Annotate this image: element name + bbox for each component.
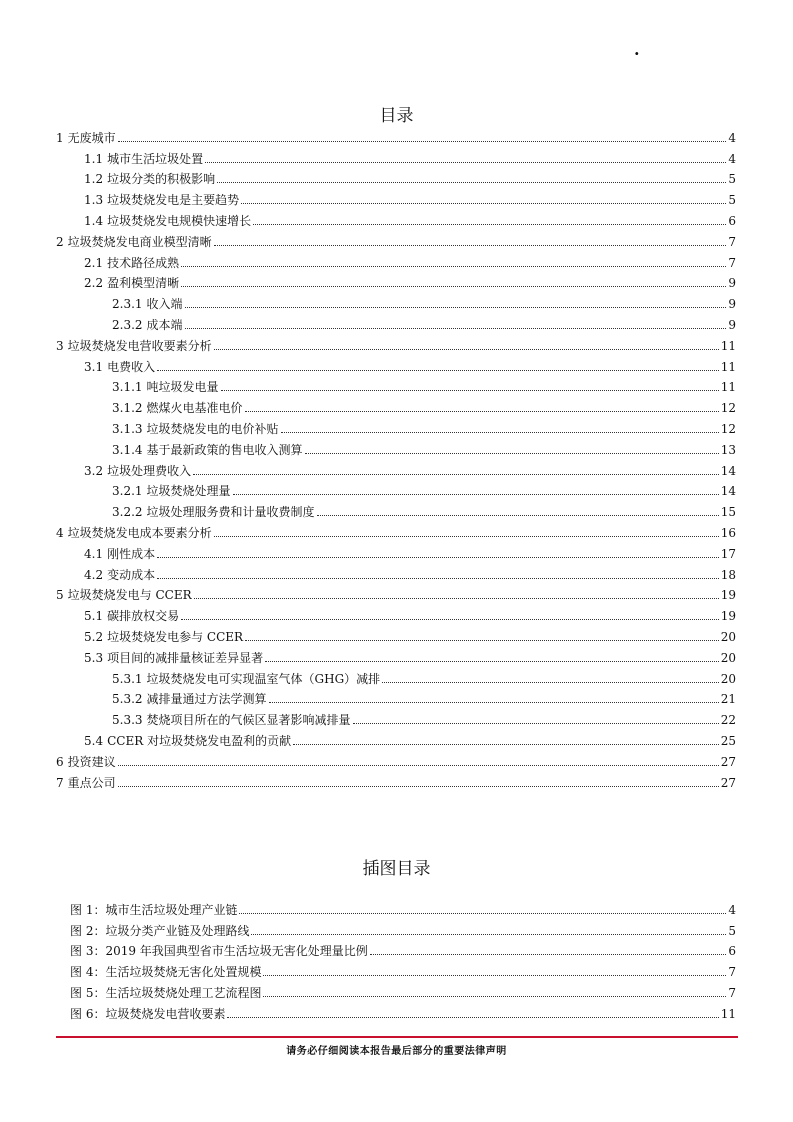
figure-entry-page: 7 (728, 985, 736, 1000)
toc-entry-page: 11 (720, 359, 736, 374)
toc-entry-title: 盈利模型清晰 (107, 276, 180, 291)
toc-entry-title: 垃圾分类的积极影响 (107, 172, 216, 187)
toc-entry-page: 7 (728, 255, 736, 270)
toc-entry-title: 碳排放权交易 (107, 609, 180, 624)
toc-entry-title: 投资建议 (67, 754, 116, 769)
toc-entry-title: 垃圾焚烧发电是主要趋势 (107, 193, 240, 208)
toc-entry[interactable] (56, 270, 736, 291)
toc-entry-label (84, 172, 215, 186)
toc-entry-label (84, 214, 251, 228)
toc-entry[interactable] (56, 665, 736, 686)
toc-entry-title: 项目间的减排量核证差异显著 (107, 650, 264, 665)
toc-entry-number: 5.2 (84, 629, 104, 644)
dot-leader (233, 494, 719, 495)
toc-entry-page: 12 (720, 421, 736, 436)
toc-entry[interactable] (56, 498, 736, 519)
toc-entry-page: 4 (728, 151, 736, 166)
toc-entry-label (56, 588, 192, 602)
figure-entry[interactable] (70, 896, 736, 917)
toc-entry-number: 2.3.2 (112, 317, 143, 332)
toc-entry-label (112, 401, 243, 415)
dot-leader (181, 619, 719, 620)
dot-leader (118, 765, 719, 766)
toc-entry-page: 9 (728, 276, 736, 291)
dot-leader (193, 474, 719, 475)
toc-entry[interactable] (56, 686, 736, 707)
toc-entry-page: 14 (720, 463, 736, 478)
toc-entry[interactable] (56, 457, 736, 478)
toc-entry-page: 5 (728, 172, 736, 187)
dot-leader (370, 954, 727, 955)
figure-entry-label: 图 4：生活垃圾焚烧无害化处置规模 (70, 965, 262, 980)
toc-entry-title: 基于最新政策的售电收入测算 (146, 442, 303, 457)
toc-entry[interactable] (56, 561, 736, 582)
toc-entry[interactable] (56, 186, 736, 207)
toc-entry-label (84, 734, 291, 748)
dot-leader (157, 370, 719, 371)
toc-entry-title: 燃煤火电基准电价 (146, 401, 243, 416)
dot-leader (269, 702, 719, 703)
toc-entry-page: 25 (720, 733, 736, 748)
figure-entry[interactable] (70, 1000, 736, 1021)
toc-entry-page: 11 (720, 338, 736, 353)
toc-entry-label (112, 380, 219, 394)
toc-entry-page: 20 (720, 671, 736, 686)
toc-entry-label (112, 422, 279, 436)
toc-entry-page: 20 (720, 650, 736, 665)
toc-entry-page: 12 (720, 401, 736, 416)
toc-entry-number: 3.2.1 (112, 484, 143, 499)
dot-leader (281, 432, 719, 433)
figure-entry[interactable] (70, 917, 736, 938)
toc-entry-number: 3.2.2 (112, 505, 143, 520)
figure-entry[interactable] (70, 979, 736, 1000)
dot-leader (194, 598, 719, 599)
toc-entry-label (84, 630, 243, 644)
top-dot-mark: · (634, 44, 640, 63)
toc-entry-number: 1.2 (84, 172, 104, 187)
toc-entry[interactable] (56, 124, 736, 145)
toc-entry-number: 1 (56, 130, 64, 145)
toc-entry[interactable] (56, 249, 736, 270)
toc-entry-page: 5 (728, 193, 736, 208)
dot-leader (239, 913, 726, 914)
toc-entry-page: 16 (720, 525, 736, 540)
toc-entry-label (84, 651, 263, 665)
dot-leader (227, 1017, 718, 1018)
dot-leader (317, 515, 719, 516)
toc-entry-number: 3.1.2 (112, 401, 143, 416)
toc-entry-number: 3 (56, 338, 64, 353)
figure-entry-page: 11 (720, 1006, 736, 1021)
dot-leader (245, 640, 719, 641)
toc-entry-label (56, 755, 116, 769)
toc-entry-label (84, 256, 179, 270)
figure-entry-label: 图 2：垃圾分类产业链及处理路线 (70, 923, 250, 938)
toc-entry-number: 3.1 (84, 359, 104, 374)
toc-entry[interactable] (56, 415, 736, 436)
dot-leader (214, 536, 719, 537)
dot-leader (214, 349, 719, 350)
dot-leader (157, 578, 719, 579)
toc-entry-number: 1.3 (84, 193, 104, 208)
toc-entry-number: 1.1 (84, 151, 104, 166)
dot-leader (251, 934, 726, 935)
toc-entry[interactable] (56, 394, 736, 415)
figure-entry[interactable] (70, 958, 736, 979)
dot-leader (185, 307, 727, 308)
toc-entry-title: 吨垃圾发电量 (146, 380, 219, 395)
toc-entry-title: 减排量通过方法学测算 (146, 692, 267, 707)
toc-entry-label (56, 526, 212, 540)
toc-entry-page: 6 (728, 213, 736, 228)
toc-entry-title: CCER 对垃圾焚烧发电盈利的贡献 (107, 733, 292, 748)
toc-entry-title: 变动成本 (107, 567, 156, 582)
toc-entry-label (56, 131, 116, 145)
toc-entry[interactable] (56, 228, 736, 249)
toc-entry-title: 垃圾焚烧发电参与 CCER (107, 629, 244, 644)
toc-entry-number: 2 (56, 234, 64, 249)
toc-entry-page: 9 (728, 297, 736, 312)
toc-entry-label (112, 297, 183, 311)
figure-entry-page: 5 (728, 923, 736, 938)
toc-entry-title: 成本端 (146, 317, 183, 332)
dot-leader (353, 723, 719, 724)
figure-entry-page: 4 (728, 902, 736, 917)
dot-leader (305, 453, 719, 454)
toc-entry-title: 重点公司 (67, 775, 116, 790)
toc-entry-label (84, 193, 239, 207)
figure-entry[interactable] (70, 938, 736, 959)
toc-entry[interactable] (56, 623, 736, 644)
toc-entry-page: 20 (720, 629, 736, 644)
toc-entry-label (112, 713, 351, 727)
toc-entry-title: 垃圾焚烧发电商业模型清晰 (67, 234, 212, 249)
toc-entry-title: 垃圾焚烧发电与 CCER (67, 588, 192, 603)
dot-leader (157, 557, 719, 558)
toc-entry-title: 垃圾处理费收入 (107, 463, 192, 478)
toc-entry-number: 2.2 (84, 276, 104, 291)
figure-entry-page: 6 (728, 944, 736, 959)
figure-entry-label: 图 5：生活垃圾焚烧处理工艺流程图 (70, 985, 262, 1000)
dot-leader (263, 975, 726, 976)
dot-leader (205, 162, 726, 163)
toc-entry-number: 3.2 (84, 463, 104, 478)
toc-entry-label (56, 235, 212, 249)
toc-entry-number: 5.3.2 (112, 692, 143, 707)
figure-list (70, 896, 736, 1021)
toc-entry-page: 14 (720, 484, 736, 499)
toc-entry-label (84, 547, 155, 561)
toc-entry-page: 9 (728, 317, 736, 332)
toc-entry-page: 4 (728, 130, 736, 145)
dot-leader (263, 996, 726, 997)
dot-leader (181, 286, 726, 287)
figure-list-title: 插图目录 (362, 859, 431, 879)
toc-entry-label (112, 505, 315, 519)
toc-entry-page: 7 (728, 234, 736, 249)
table-of-contents (56, 124, 736, 790)
figure-entry-label: 图 6：垃圾焚烧发电营收要素 (70, 1006, 226, 1021)
toc-entry-number: 4.2 (84, 567, 104, 582)
toc-entry[interactable] (56, 727, 736, 748)
toc-entry-label (112, 318, 183, 332)
toc-entry-number: 5.1 (84, 609, 104, 624)
dot-leader (293, 744, 719, 745)
toc-entry-title: 垃圾焚烧发电的电价补贴 (146, 421, 279, 436)
toc-entry-number: 6 (56, 754, 64, 769)
toc-entry-title: 垃圾焚烧发电可实现温室气体（GHG）减排 (146, 671, 381, 686)
toc-entry-page: 11 (720, 380, 736, 395)
toc-entry-title: 垃圾焚烧发电规模快速增长 (107, 213, 252, 228)
toc-entry-number: 1.4 (84, 213, 104, 228)
toc-entry-label (112, 443, 303, 457)
figure-entry-page: 7 (728, 965, 736, 980)
toc-entry-number: 5.4 (84, 733, 104, 748)
toc-entry-label (84, 276, 179, 290)
toc-entry-page: 19 (720, 609, 736, 624)
toc-entry-number: 5.3.3 (112, 713, 143, 728)
toc-entry-number: 5 (56, 588, 64, 603)
toc-entry-label (112, 672, 380, 686)
dot-leader (241, 203, 726, 204)
dot-leader (118, 786, 719, 787)
toc-entry-title: 城市生活垃圾处置 (107, 151, 204, 166)
toc-entry-label (84, 152, 203, 166)
toc-entry-label (84, 568, 155, 582)
toc-entry-title: 垃圾焚烧处理量 (146, 484, 231, 499)
dot-leader (253, 224, 726, 225)
footer-disclaimer: 请务必仔细阅读本报告最后部分的重要法律声明 (286, 1046, 507, 1057)
dot-leader (217, 182, 726, 183)
toc-entry-title: 垃圾焚烧发电营收要素分析 (67, 338, 212, 353)
toc-entry-title: 垃圾处理服务费和计量收费制度 (146, 505, 315, 520)
figure-entry-label: 图 3：2019 年我国典型省市生活垃圾无害化处理量比例 (70, 944, 368, 959)
toc-entry[interactable] (56, 519, 736, 540)
toc-entry-page: 18 (720, 567, 736, 582)
toc-entry-page: 22 (720, 713, 736, 728)
footer-rule (56, 1036, 738, 1038)
toc-entry[interactable] (56, 706, 736, 727)
toc-entry[interactable] (56, 540, 736, 561)
toc-entry-page: 27 (720, 775, 736, 790)
toc-entry-label (56, 339, 212, 353)
toc-entry-title: 刚性成本 (107, 546, 156, 561)
figure-entry-label: 图 1：城市生活垃圾处理产业链 (70, 902, 238, 917)
toc-entry-label (112, 692, 267, 706)
toc-entry-label (56, 776, 116, 790)
toc-entry[interactable] (56, 436, 736, 457)
toc-entry-label (112, 484, 231, 498)
toc-entry-title: 垃圾焚烧发电成本要素分析 (67, 525, 212, 540)
toc-entry-number: 2.3.1 (112, 297, 143, 312)
toc-entry-title: 技术路径成熟 (107, 255, 180, 270)
toc-entry-label (84, 609, 179, 623)
toc-entry-number: 3.1.3 (112, 421, 143, 436)
toc-entry-number: 4.1 (84, 546, 104, 561)
toc-entry[interactable] (56, 644, 736, 665)
dot-leader (185, 328, 727, 329)
toc-entry[interactable] (56, 311, 736, 332)
toc-entry-title: 焚烧项目所在的气候区显著影响减排量 (146, 713, 351, 728)
toc-entry[interactable] (56, 602, 736, 623)
dot-leader (245, 411, 719, 412)
toc-entry-number: 4 (56, 525, 64, 540)
toc-entry-page: 27 (720, 754, 736, 769)
toc-entry-number: 5.3.1 (112, 671, 143, 686)
toc-entry[interactable] (56, 769, 736, 790)
dot-leader (214, 245, 727, 246)
toc-entry-page: 21 (720, 692, 736, 707)
toc-entry-title: 收入端 (146, 297, 183, 312)
toc-entry[interactable] (56, 353, 736, 374)
toc-entry-number: 2.1 (84, 255, 104, 270)
toc-entry-label (84, 360, 155, 374)
toc-entry[interactable] (56, 332, 736, 353)
toc-entry[interactable] (56, 478, 736, 499)
toc-entry[interactable] (56, 374, 736, 395)
toc-entry-page: 19 (720, 588, 736, 603)
dot-leader (265, 661, 719, 662)
toc-title: 目录 (379, 106, 414, 126)
toc-entry[interactable] (56, 748, 736, 769)
toc-entry-number: 3.1.4 (112, 442, 143, 457)
toc-entry-title: 无废城市 (67, 130, 116, 145)
dot-leader (181, 266, 726, 267)
toc-entry-page: 13 (720, 442, 736, 457)
toc-entry-number: 5.3 (84, 650, 104, 665)
toc-entry[interactable] (56, 145, 736, 166)
dot-leader (118, 141, 727, 142)
toc-entry-page: 15 (720, 505, 736, 520)
toc-entry[interactable] (56, 290, 736, 311)
toc-entry[interactable] (56, 207, 736, 228)
toc-entry-number: 3.1.1 (112, 380, 143, 395)
toc-entry-number: 7 (56, 775, 64, 790)
toc-entry-title: 电费收入 (107, 359, 156, 374)
toc-entry-label (84, 464, 191, 478)
toc-entry[interactable] (56, 582, 736, 603)
toc-entry-page: 17 (720, 546, 736, 561)
toc-entry[interactable] (56, 166, 736, 187)
dot-leader (221, 390, 719, 391)
dot-leader (382, 682, 719, 683)
